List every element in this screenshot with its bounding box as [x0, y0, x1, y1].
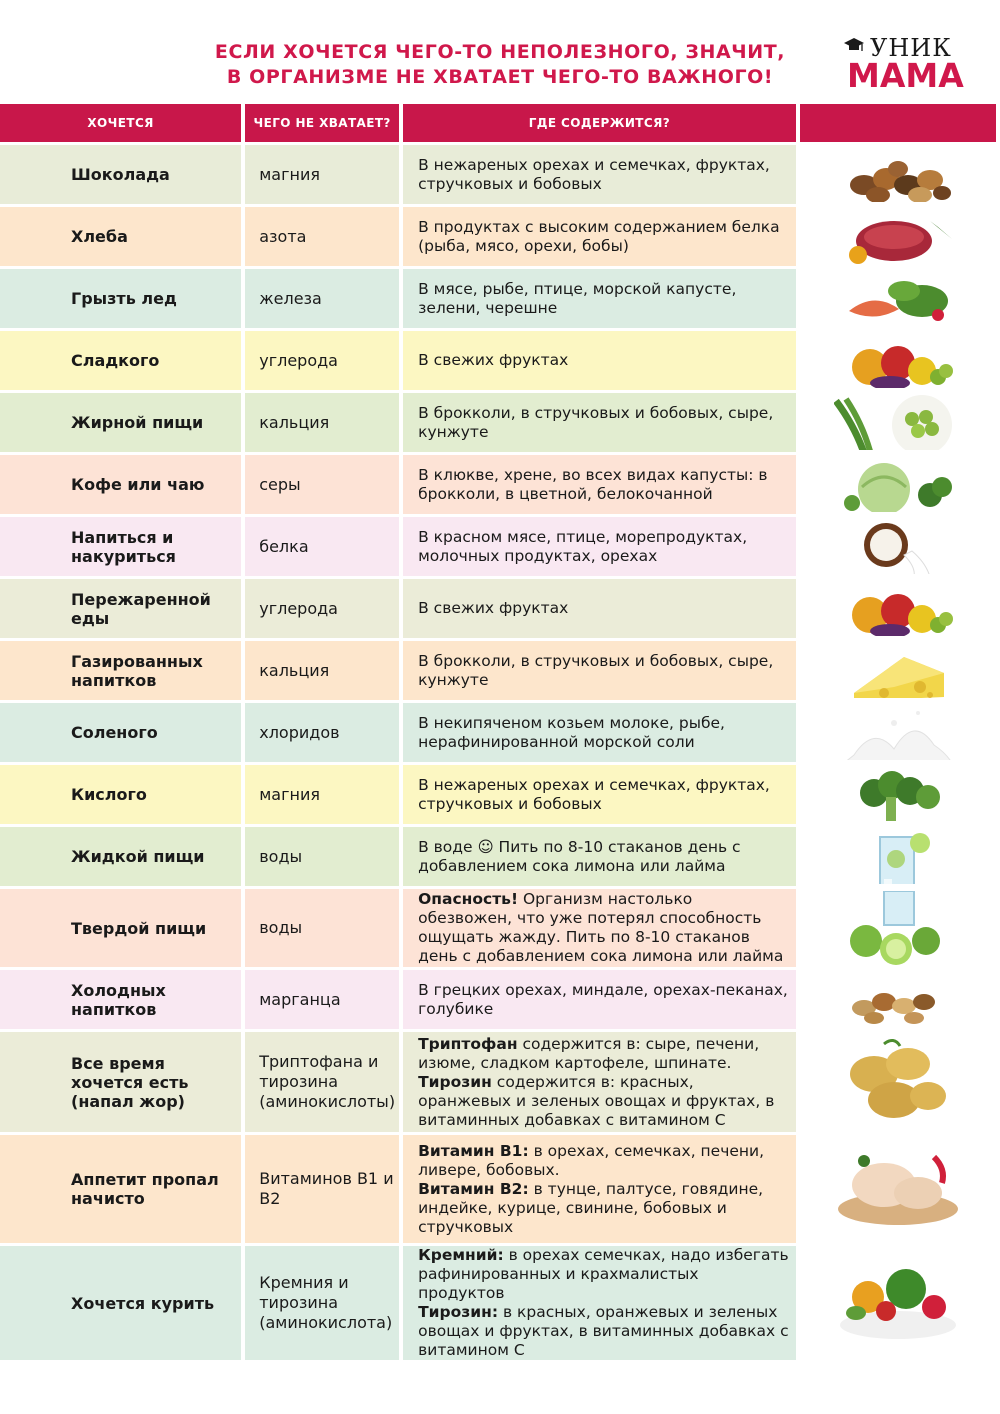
cell-lack: марганца	[245, 970, 399, 1029]
cell-lack: азота	[245, 207, 399, 266]
cell-picture	[800, 579, 996, 638]
cell-want: Жирной пищи	[0, 393, 241, 452]
potato-icon	[834, 1034, 962, 1130]
cell-want: Хлеба	[0, 207, 241, 266]
cell-lack: углерода	[245, 579, 399, 638]
cell-lack: Триптофана и тирозина (аминокислоты)	[245, 1032, 399, 1132]
logo-bottom-text: МАМА	[847, 56, 964, 95]
cell-picture	[800, 703, 996, 762]
where-text: содержится в: сыре, печени, изюме, сладком картофеле, шпинате.	[418, 1034, 760, 1072]
cell-lack: белка	[245, 517, 399, 576]
table-row	[0, 889, 996, 967]
column-header-where: ГДЕ СОДЕРЖИТСЯ?	[403, 104, 796, 142]
nuts-icon	[834, 147, 962, 202]
cell-picture	[800, 145, 996, 204]
cell-lack: воды	[245, 889, 399, 967]
column-header-picture	[800, 104, 996, 142]
cell-lack: хлоридов	[245, 703, 399, 762]
where-keyword: Тирозин:	[418, 1303, 499, 1321]
where-text: в орехах семечках, надо избегать рафинированных и крахмалистых продуктов	[418, 1246, 789, 1302]
cell-picture	[800, 765, 996, 824]
table-row	[0, 331, 996, 390]
table-row	[0, 641, 996, 700]
table-header-row	[0, 104, 996, 142]
cell-lack: магния	[245, 765, 399, 824]
broccoli-icon	[834, 767, 962, 822]
cell-where: В нежареных орехах и семечках, фруктах, стручковых и бобовых	[403, 765, 796, 824]
table-row	[0, 455, 996, 514]
cell-where: В грецких орехах, миндале, орехах-пеканах, голубике	[403, 970, 796, 1029]
chicken-icon	[834, 1139, 962, 1239]
cell-where: В воде ☺ Пить по 8-10 стаканов день с добавлением сока лимона или лайма	[403, 827, 796, 886]
where-keyword: Витамин В1:	[418, 1141, 529, 1160]
column-header-lack: ЧЕГО НЕ ХВАТАЕТ?	[245, 104, 399, 142]
cell-picture	[800, 207, 996, 266]
cell-picture	[800, 1032, 996, 1132]
cell-where: В брокколи, в стручковых и бобовых, сыре, кунжуте	[403, 393, 796, 452]
where-text: Организм настолько обезвожен, что уже потерял способность ощущать жажду. Пить по 8-10 стаканов день с добавлением сока лимона или лайма	[418, 890, 784, 965]
cell-picture	[800, 1246, 996, 1360]
fruits-icon	[834, 333, 962, 388]
where-paragraph	[418, 1180, 790, 1237]
cell-where: В мясе, рыбе, птице, морской капусте, зелени, черешне	[403, 269, 796, 328]
cell-picture	[800, 970, 996, 1029]
cell-want: Кофе или чаю	[0, 455, 241, 514]
cell-picture	[800, 455, 996, 514]
cabbage-icon	[834, 457, 962, 512]
vegetables-icon	[834, 1253, 962, 1353]
cell-want: Холодных напитков	[0, 970, 241, 1029]
cell-picture	[800, 889, 996, 967]
fish-greens-icon	[834, 271, 962, 326]
cell-where	[403, 1135, 796, 1243]
cell-lack: кальция	[245, 641, 399, 700]
fruits-icon	[834, 581, 962, 636]
beans-icon	[834, 395, 962, 450]
cell-where	[403, 889, 796, 967]
cell-lack: железа	[245, 269, 399, 328]
cell-want: Пережаренной еды	[0, 579, 241, 638]
logo-top-text: УНИК	[870, 34, 952, 62]
where-text: содержится в: красных, оранжевых и зеленых овощах и фруктах, в витаминных добавках с витамином С	[418, 1072, 775, 1129]
cell-picture	[800, 1135, 996, 1243]
where-keyword: Кремний:	[418, 1246, 504, 1264]
milk-splash-icon	[834, 705, 962, 760]
cell-where: В свежих фруктах	[403, 579, 796, 638]
where-text: в тунце, палтусе, говядине, индейке, курице, свинине, бобовых и стручковых	[418, 1179, 764, 1236]
cell-where: В свежих фруктах	[403, 331, 796, 390]
table-row	[0, 145, 996, 204]
where-paragraph	[418, 1073, 790, 1130]
water-glass-icon	[834, 829, 962, 884]
cell-lack: магния	[245, 145, 399, 204]
meat-icon	[834, 209, 962, 264]
where-paragraph	[418, 1142, 790, 1180]
cell-lack: углерода	[245, 331, 399, 390]
where-paragraph	[418, 1303, 790, 1360]
cell-lack: воды	[245, 827, 399, 886]
cell-where	[403, 1032, 796, 1132]
cell-want: Газированных напитков	[0, 641, 241, 700]
cell-picture	[800, 393, 996, 452]
cell-want: Все время хочется есть (напал жор)	[0, 1032, 241, 1132]
table-row	[0, 207, 996, 266]
where-text: в орехах, семечках, печени, ливере, бобовых.	[418, 1141, 765, 1179]
cravings-table	[0, 101, 1000, 1363]
cell-want: Соленого	[0, 703, 241, 762]
cell-want: Жидкой пищи	[0, 827, 241, 886]
cell-picture	[800, 331, 996, 390]
table-row	[0, 970, 996, 1029]
title-line-1: ЕСЛИ ХОЧЕТСЯ ЧЕГО-ТО НЕПОЛЕЗНОГО, ЗНАЧИТ,	[214, 41, 786, 63]
cell-lack: серы	[245, 455, 399, 514]
table-row	[0, 765, 996, 824]
table-row	[0, 1246, 996, 1360]
where-paragraph	[418, 1246, 790, 1303]
cell-picture	[800, 269, 996, 328]
cell-lack: Витаминов В1 и В2	[245, 1135, 399, 1243]
table-row	[0, 393, 996, 452]
graduation-hat-icon	[843, 36, 865, 54]
nuts-mix-icon	[834, 972, 962, 1027]
cell-where: В продуктах с высоким содержанием белка (рыба, мясо, орехи, бобы)	[403, 207, 796, 266]
where-paragraph	[418, 1035, 790, 1073]
cell-where: В клюкве, хрене, во всех видах капусты: в брокколи, в цветной, белокочанной	[403, 455, 796, 514]
cell-where: В брокколи, в стручковых и бобовых, сыре, кунжуте	[403, 641, 796, 700]
table-row	[0, 1135, 996, 1243]
table-row	[0, 1032, 996, 1132]
cell-where: В некипяченом козьем молоке, рыбе, нерафинированной морской соли	[403, 703, 796, 762]
cell-lack: кальция	[245, 393, 399, 452]
cell-want: Твердой пищи	[0, 889, 241, 967]
lime-icon	[834, 891, 962, 965]
cell-picture	[800, 827, 996, 886]
where-keyword: Витамин В2:	[418, 1179, 529, 1198]
cell-want: Шоколада	[0, 145, 241, 204]
cell-want: Сладкого	[0, 331, 241, 390]
table-row	[0, 579, 996, 638]
cell-want: Хочется курить	[0, 1246, 241, 1360]
page-title	[200, 40, 800, 90]
where-keyword: Тирозин	[418, 1072, 492, 1091]
table-row	[0, 703, 996, 762]
title-line-2: В ОРГАНИЗМЕ НЕ ХВАТАЕТ ЧЕГО-ТО ВАЖНОГО!	[226, 66, 774, 88]
cell-where	[403, 1246, 796, 1360]
cell-picture	[800, 517, 996, 576]
table-row	[0, 269, 996, 328]
where-text: в красных, оранжевых и зеленых овощах и фруктах, в витаминных добавках с витамином С	[418, 1303, 789, 1359]
column-header-want: ХОЧЕТСЯ	[0, 104, 241, 142]
cell-want: Напиться и накуриться	[0, 517, 241, 576]
logo	[843, 34, 964, 95]
table-row	[0, 827, 996, 886]
where-warning: Опасность!	[418, 890, 519, 908]
cell-picture	[800, 641, 996, 700]
coconut-milk-icon	[834, 519, 962, 574]
cell-want: Кислого	[0, 765, 241, 824]
cell-want: Грызть лед	[0, 269, 241, 328]
table-row	[0, 517, 996, 576]
cell-lack: Кремния и тирозина (аминокислота)	[245, 1246, 399, 1360]
cell-where: В красном мясе, птице, морепродуктах, молочных продуктах, орехах	[403, 517, 796, 576]
where-keyword: Триптофан	[418, 1034, 518, 1053]
cell-where: В нежареных орехах и семечках, фруктах, стручковых и бобовых	[403, 145, 796, 204]
cheese-icon	[834, 643, 962, 698]
cell-want: Аппетит пропал начисто	[0, 1135, 241, 1243]
